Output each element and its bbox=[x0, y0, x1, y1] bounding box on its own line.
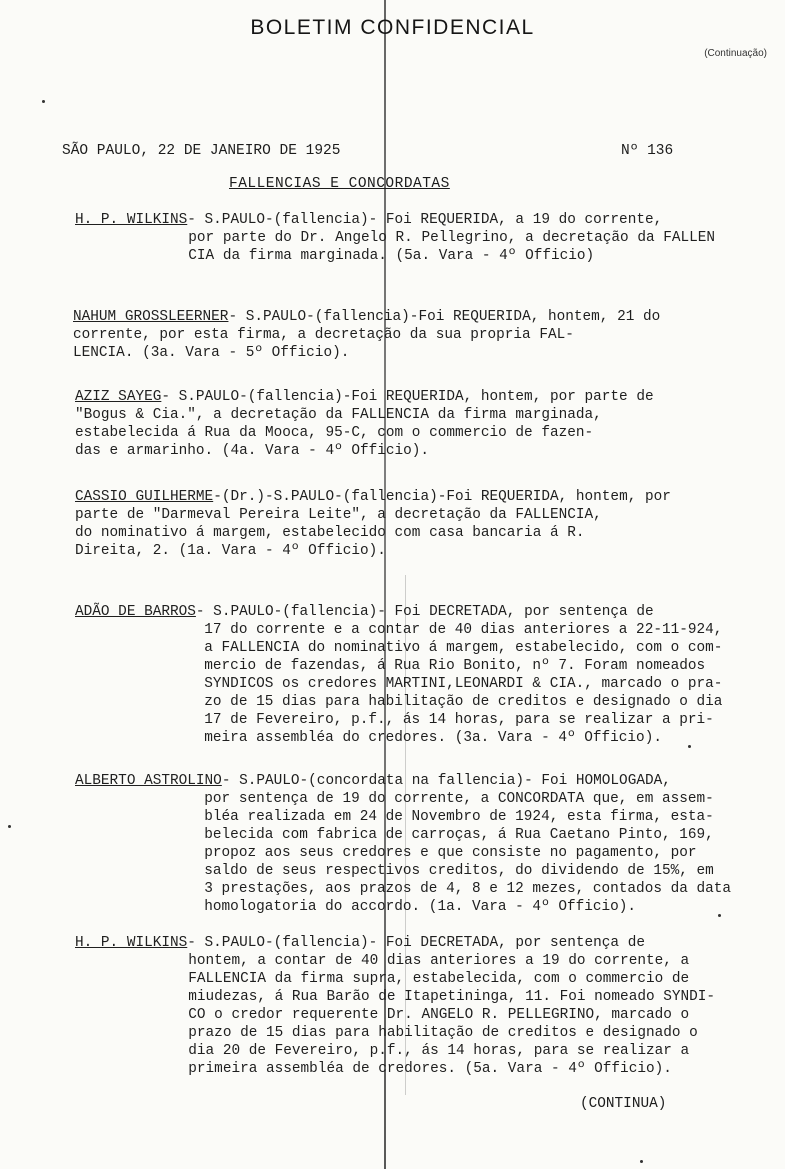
entry-line: 3 prestações, aos prazos de 4, 8 e 12 mezes, contados da data bbox=[187, 881, 732, 897]
bulletin-title: BOLETIM CONFIDENCIAL bbox=[250, 16, 535, 39]
entry-name: ALBERTO ASTROLINO bbox=[75, 773, 222, 789]
entry-name: NAHUM GROSSLEERNER bbox=[73, 309, 229, 325]
entry-line: meira assembléa do credores. (3a. Vara - 4º Officio). bbox=[187, 730, 662, 746]
entry-line: - S.PAULO-(concordata na fallencia)- Foi HOMOLOGADA, bbox=[221, 773, 671, 789]
entry-adao-barros bbox=[75, 603, 722, 747]
entry-line: estabelecida á Rua da Mooca, 95-C, com o commercio de fazen- bbox=[75, 425, 594, 441]
entry-line: - S.PAULO-(fallencia)- Foi DECRETADA, por sentença de bbox=[195, 604, 654, 620]
entry-line: bléa realizada em 24 de Novembro de 1924, esta firma, esta- bbox=[187, 809, 714, 825]
section-title: FALLENCIAS E CONCORDATAS bbox=[229, 176, 450, 192]
entry-line: propoz aos seus credores e que consiste no pagamento, por bbox=[187, 845, 697, 861]
entry-sayeg bbox=[75, 388, 654, 460]
entry-wilkins-requerida bbox=[75, 211, 715, 265]
entry-line: mercio de fazendas, á Rua Rio Bonito, nº 7. Foram nomeados bbox=[187, 658, 706, 674]
continuation-label: (Continuação) bbox=[704, 48, 767, 59]
entry-line: -(Dr.)-S.PAULO-(fallencia)-Foi REQUERIDA, hontem, por bbox=[213, 489, 671, 505]
entry-line: miudezas, á Rua Barão de Itapetininga, 11. Foi nomeado SYNDI- bbox=[171, 989, 716, 1005]
entry-line: corrente, por esta firma, a decretação da sua propria FAL- bbox=[73, 327, 574, 343]
entry-line: zo de 15 dias para habilitação de creditos e designado o dia bbox=[187, 694, 723, 710]
entry-line: primeira assembléa de credores. (5a. Vara - 4º Officio). bbox=[171, 1061, 672, 1077]
entry-name: AZIZ SAYEG bbox=[75, 389, 162, 405]
entry-grossleerner bbox=[73, 308, 660, 362]
entry-line: a FALLENCIA do nominativo á margem, estabelecido, com o com- bbox=[187, 640, 723, 656]
entry-line: 17 de Fevereiro, p.f., ás 14 horas, para se realizar a pri- bbox=[187, 712, 714, 728]
entry-line: por parte do Dr. Angelo R. Pellegrino, a decretação da FALLEN bbox=[171, 230, 716, 246]
bulletin-number: Nº 136 bbox=[621, 143, 674, 159]
entry-line: FALLENCIA da firma supra, estabelecida, com o commercio de bbox=[171, 971, 690, 987]
entry-cassio bbox=[75, 488, 671, 560]
entry-line: 17 do corrente e a contar de 40 dias anteriores a 22-11-924, bbox=[187, 622, 723, 638]
entry-line: - S.PAULO-(fallencia)- Foi DECRETADA, por sentença de bbox=[187, 935, 645, 951]
entry-line: parte de "Darmeval Pereira Leite", a decretação da FALLENCIA, bbox=[75, 507, 602, 523]
entry-line: belecida com fabrica de carroças, á Rua Caetano Pinto, 169, bbox=[187, 827, 714, 843]
entry-name: CASSIO GUILHERME bbox=[75, 489, 214, 505]
entry-line: "Bogus & Cia.", a decretação da FALLENCIA da firma marginada, bbox=[75, 407, 602, 423]
entry-line: SYNDICOS os credores MARTINI,LEONARDI & CIA., marcado o pra- bbox=[187, 676, 723, 692]
entry-line: - S.PAULO-(fallencia)- Foi REQUERIDA, a 19 do corrente, bbox=[187, 212, 663, 228]
entry-line: hontem, a contar de 40 dias anteriores a 19 do corrente, a bbox=[171, 953, 690, 969]
paper-speck bbox=[718, 914, 721, 917]
entry-line: homologatoria do accordo. (1a. Vara - 4º Officio). bbox=[187, 899, 637, 915]
entry-line: do nominativo á margem, estabelecido com casa bancaria á R. bbox=[75, 525, 585, 541]
entry-line: dia 20 de Fevereiro, p.f., ás 14 horas, para se realizar a bbox=[171, 1043, 690, 1059]
entry-name: H. P. WILKINS bbox=[75, 935, 188, 951]
continued-footer: (CONTINUA) bbox=[580, 1096, 667, 1112]
entry-wilkins-decretada bbox=[75, 934, 715, 1078]
entry-line: - S.PAULO-(fallencia)-Foi REQUERIDA, hontem, 21 do bbox=[228, 309, 661, 325]
paper-speck bbox=[688, 745, 691, 748]
entry-line: por sentença de 19 do corrente, a CONCORDATA que, em assem- bbox=[187, 791, 714, 807]
paper-speck bbox=[8, 825, 11, 828]
entry-line: saldo de seus respectivos creditos, do dividendo de 15%, em bbox=[187, 863, 714, 879]
entry-name: H. P. WILKINS bbox=[75, 212, 188, 228]
dateline: SÃO PAULO, 22 DE JANEIRO DE 1925 bbox=[62, 143, 341, 159]
entry-line: Direita, 2. (1a. Vara - 4º Officio). bbox=[75, 543, 386, 559]
paper-speck bbox=[42, 100, 45, 103]
entry-name: ADÃO DE BARROS bbox=[75, 604, 196, 620]
entry-line: - S.PAULO-(fallencia)-Foi REQUERIDA, hontem, por parte de bbox=[161, 389, 654, 405]
paper-speck bbox=[640, 1160, 643, 1163]
entry-line: prazo de 15 dias para habilitação de creditos e designado o bbox=[171, 1025, 698, 1041]
entry-line: CIA da firma marginada. (5a. Vara - 4º Officio) bbox=[171, 248, 595, 264]
entry-line: LENCIA. (3a. Vara - 5º Officio). bbox=[73, 345, 350, 361]
entry-line: CO o credor requerente Dr. ANGELO R. PELLEGRINO, marcado o bbox=[171, 1007, 690, 1023]
entry-astrolino bbox=[75, 772, 731, 916]
entry-line: das e armarinho. (4a. Vara - 4º Officio). bbox=[75, 443, 430, 459]
